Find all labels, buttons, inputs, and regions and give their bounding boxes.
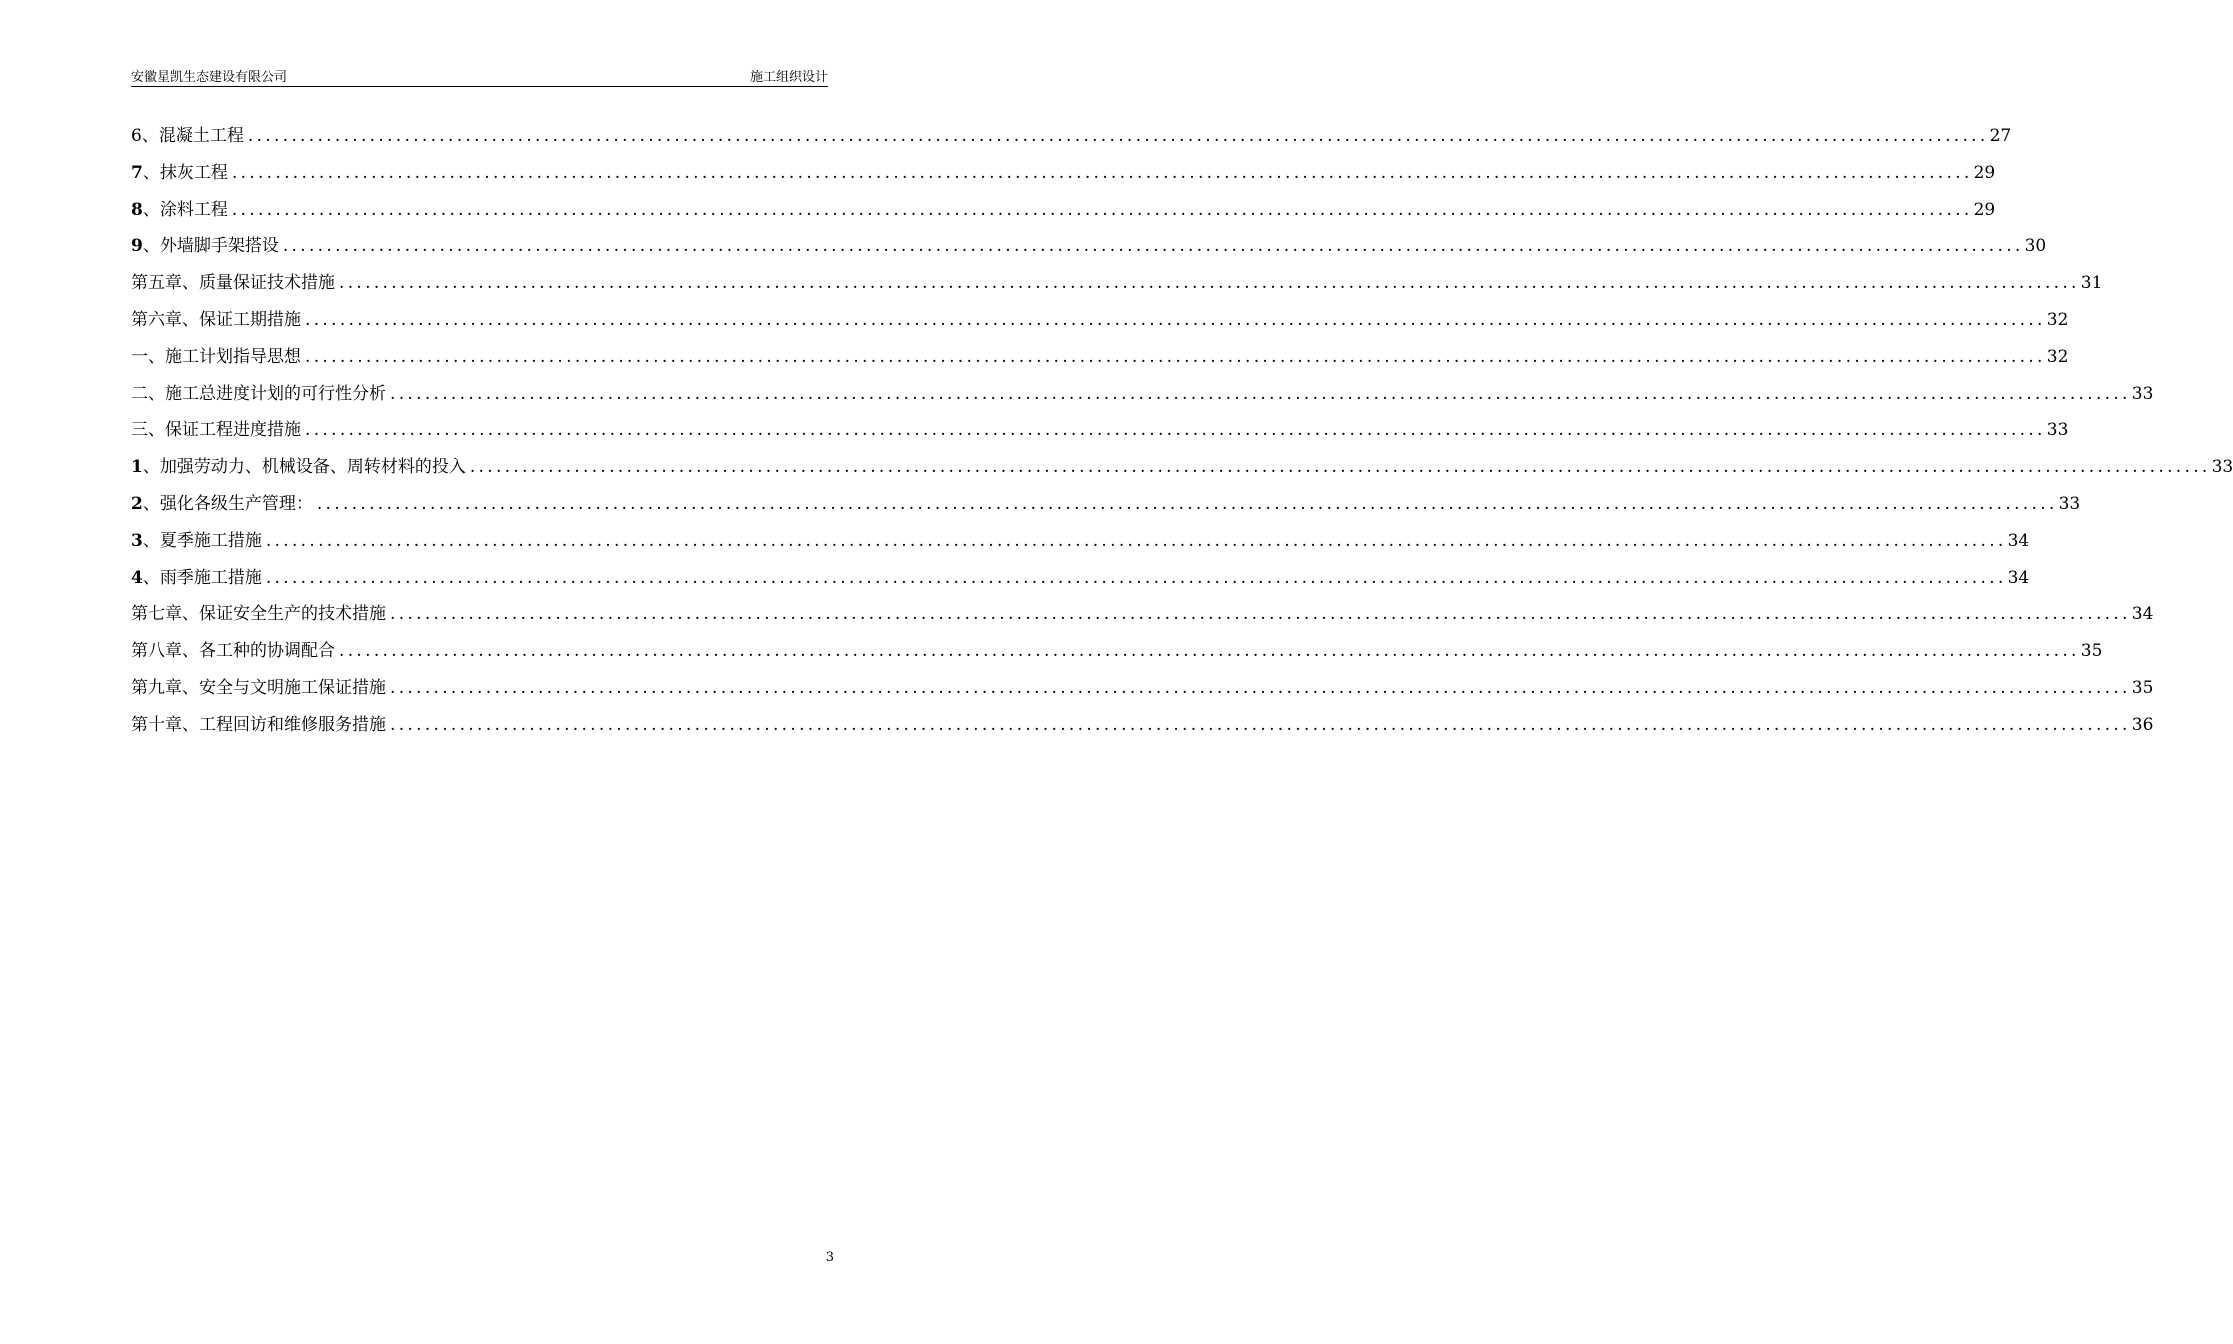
toc-entry[interactable] [131, 159, 1996, 196]
toc-entry-page: 33 [2058, 493, 2081, 514]
toc-entry-title [131, 306, 301, 334]
toc-entry-title [131, 416, 301, 444]
toc-entry-title [131, 711, 386, 739]
toc-dot-leader: ........................................................................................................................................................................................................ [339, 641, 2080, 662]
toc-entry-page: 35 [2080, 641, 2103, 662]
toc-entry-text: 强化各级生产管理： [159, 493, 313, 514]
toc-entry-number: 9 [131, 236, 143, 257]
toc-entry-page: 36 [2131, 714, 2154, 735]
toc-entry-page: 33 [2211, 457, 2233, 478]
toc-entry-title [131, 196, 228, 224]
page-header [131, 70, 828, 87]
toc-entry-text: 二、施工总进度计划的可行性分析 [131, 383, 386, 404]
toc-entry[interactable] [131, 380, 2154, 417]
toc-entry[interactable] [131, 306, 2069, 343]
toc-entry-title [131, 637, 335, 665]
toc-entry[interactable] [131, 122, 2012, 159]
toc-dot-leader: ........................................................................................................................................................................................................ [316, 493, 2058, 514]
toc-dot-leader: ........................................................................................................................................................................................................ [305, 309, 2046, 330]
toc-entry-title [131, 490, 313, 518]
toc-entry-number: 8 [131, 199, 143, 220]
toc-entry-separator: 、 [142, 199, 160, 220]
toc-entry-title [131, 122, 244, 150]
toc-dot-leader: ........................................................................................................................................................................................................ [390, 383, 2131, 404]
toc-entry[interactable] [131, 527, 2030, 564]
toc-entry-text: 加强劳动力、机械设备、周转材料的投入 [159, 457, 466, 478]
page-number: 3 [825, 1250, 834, 1265]
toc-entry-separator: 、 [142, 493, 160, 514]
toc-dot-leader: ........................................................................................................................................................................................................ [339, 273, 2080, 294]
toc-dot-leader: ........................................................................................................................................................................................................ [390, 714, 2131, 735]
toc-entry-number: 2 [131, 493, 143, 514]
toc-entry-text: 外墙脚手架搭设 [159, 236, 279, 257]
toc-entry[interactable] [131, 343, 2069, 380]
toc-dot-leader: ........................................................................................................................................................................................................ [265, 567, 2007, 588]
toc-entry-page: 34 [2131, 604, 2154, 625]
toc-entry[interactable] [131, 490, 2081, 527]
toc-dot-leader: ........................................................................................................................................................................................................ [390, 604, 2131, 625]
header-document-title: 施工组织设计 [749, 70, 828, 85]
toc-entry-text: 三、保证工程进度措施 [131, 420, 301, 441]
toc-entry[interactable] [131, 196, 1996, 233]
toc-entry-title [131, 159, 228, 187]
toc-entry-text: 一、施工计划指导思想 [131, 346, 301, 367]
toc-entry-number: 1 [131, 457, 143, 478]
toc-entry[interactable] [131, 269, 2103, 306]
toc-entry[interactable] [131, 711, 2154, 748]
toc-entry-page: 29 [1973, 162, 1996, 183]
table-of-contents [131, 122, 2233, 748]
toc-entry-title [131, 269, 335, 297]
toc-dot-leader: ........................................................................................................................................................................................................ [231, 199, 1973, 220]
toc-dot-leader: ........................................................................................................................................................................................................ [469, 457, 2211, 478]
toc-entry[interactable] [131, 232, 2047, 269]
toc-entry-text: 抹灰工程 [159, 162, 228, 183]
toc-entry-page: 29 [1973, 199, 1996, 220]
toc-entry-title [131, 453, 466, 481]
toc-entry-page: 32 [2046, 346, 2069, 367]
toc-dot-leader: ........................................................................................................................................................................................................ [247, 126, 1989, 146]
toc-dot-leader: ........................................................................................................................................................................................................ [231, 162, 1973, 183]
toc-dot-leader: ........................................................................................................................................................................................................ [265, 530, 2007, 551]
toc-entry-title [131, 600, 386, 628]
toc-entry-page: 31 [2080, 273, 2103, 294]
toc-entry-number: 7 [131, 162, 143, 183]
toc-entry-separator: 、 [142, 567, 160, 588]
toc-entry-text: 混凝土工程 [158, 126, 244, 146]
toc-entry[interactable] [131, 453, 2233, 490]
toc-entry-page: 27 [1989, 126, 2012, 146]
toc-entry-text: 第七章、保证安全生产的技术措施 [131, 604, 386, 625]
toc-entry-separator: 、 [142, 162, 160, 183]
toc-dot-leader: ........................................................................................................................................................................................................ [305, 346, 2046, 367]
toc-entry-number: 3 [131, 530, 143, 551]
toc-entry-page: 30 [2024, 236, 2047, 257]
toc-entry-page: 33 [2131, 383, 2154, 404]
toc-entry-separator: 、 [142, 457, 160, 478]
toc-entry-title [131, 674, 386, 702]
toc-entry-page: 33 [2046, 420, 2069, 441]
toc-entry-text: 涂料工程 [159, 199, 228, 220]
toc-entry-separator: 、 [142, 236, 160, 257]
toc-entry[interactable] [131, 564, 2030, 601]
toc-entry-page: 32 [2046, 309, 2069, 330]
header-company-name: 安徽星凯生态建设有限公司 [131, 70, 288, 85]
toc-entry-text: 第八章、各工种的协调配合 [131, 641, 335, 662]
toc-entry[interactable] [131, 637, 2103, 674]
toc-entry[interactable] [131, 600, 2154, 637]
toc-entry-separator: 、 [142, 530, 160, 551]
toc-dot-leader: ........................................................................................................................................................................................................ [282, 236, 2024, 257]
toc-entry-text: 第九章、安全与文明施工保证措施 [131, 677, 386, 698]
toc-entry-title [131, 564, 262, 592]
toc-dot-leader: ........................................................................................................................................................................................................ [305, 420, 2046, 441]
toc-entry[interactable] [131, 416, 2069, 453]
toc-entry-title [131, 232, 279, 260]
toc-entry-page: 34 [2007, 567, 2030, 588]
toc-entry-text: 夏季施工措施 [159, 530, 262, 551]
toc-entry-title [131, 527, 262, 555]
toc-entry-text: 第十章、工程回访和维修服务措施 [131, 714, 386, 735]
toc-entry-separator: 、 [141, 126, 159, 146]
toc-entry-page: 35 [2131, 677, 2154, 698]
toc-entry-page: 34 [2007, 530, 2030, 551]
toc-entry-title [131, 380, 386, 408]
toc-dot-leader: ........................................................................................................................................................................................................ [390, 677, 2131, 698]
toc-entry-number: 6 [131, 126, 142, 146]
toc-entry[interactable] [131, 674, 2154, 711]
toc-entry-number: 4 [131, 567, 143, 588]
toc-entry-text: 雨季施工措施 [159, 567, 262, 588]
toc-entry-text: 第五章、质量保证技术措施 [131, 273, 335, 294]
toc-entry-text: 第六章、保证工期措施 [131, 309, 301, 330]
toc-entry-title [131, 343, 301, 371]
